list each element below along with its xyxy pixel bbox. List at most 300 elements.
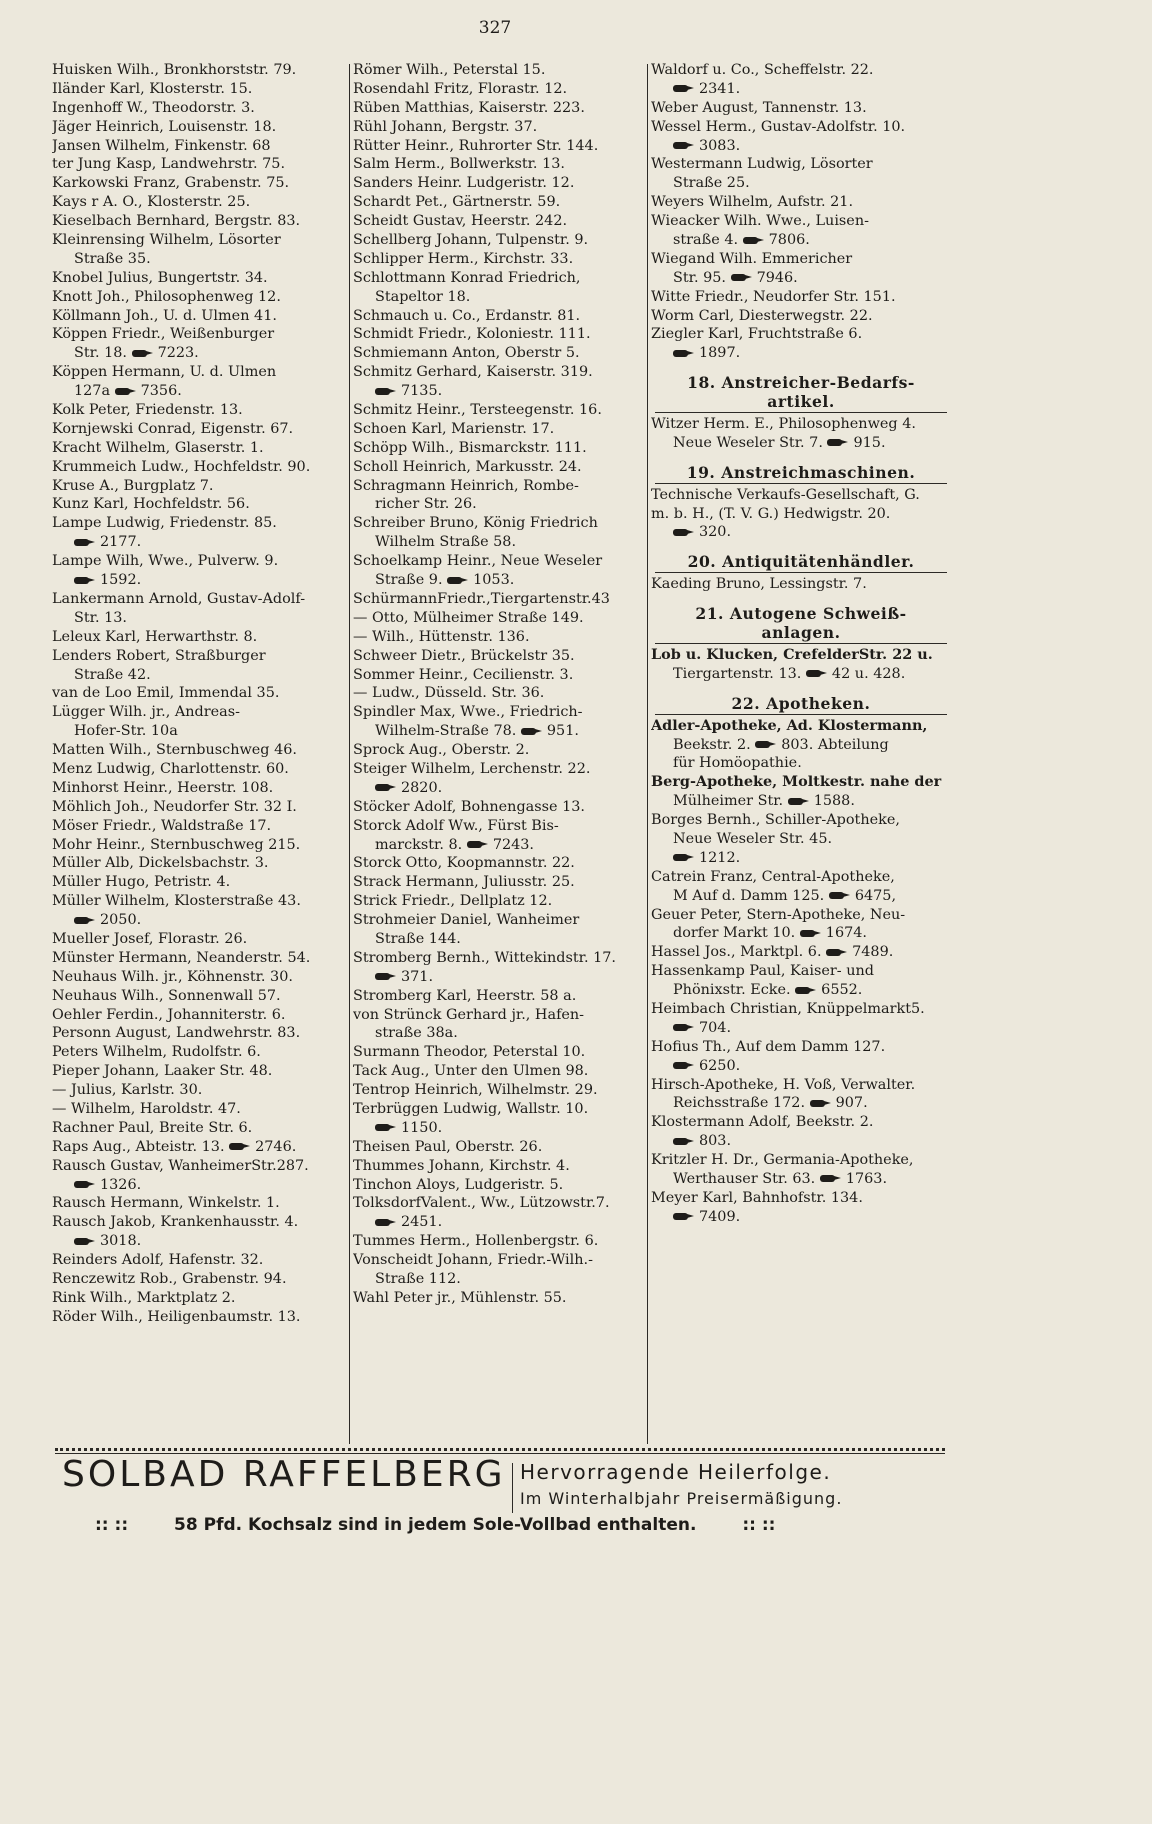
directory-entry bbox=[353, 514, 646, 533]
entry-text: Kieselbach Bernhard, Bergstr. 83. bbox=[52, 213, 301, 230]
entry-text: Stöcker Adolf, Bohnengasse 13. bbox=[353, 798, 585, 815]
directory-entry bbox=[353, 458, 646, 477]
telephone-icon bbox=[375, 783, 397, 792]
directory-entry bbox=[353, 137, 646, 156]
directory-entry bbox=[353, 155, 646, 174]
entry-continuation bbox=[52, 609, 348, 628]
entry-text: Krummeich Ludw., Hochfeldstr. 90. bbox=[52, 458, 311, 475]
directory-entry bbox=[52, 363, 348, 382]
entry-text: Kays r A. O., Klosterstr. 25. bbox=[52, 194, 251, 211]
entry-text: Straße 144. bbox=[375, 930, 461, 947]
spacer bbox=[651, 594, 951, 605]
entry-text: Vonscheidt Johann, Friedr.-Wilh.- bbox=[353, 1252, 593, 1269]
advertisement-slogan: Hervorragende Heilerfolge. bbox=[520, 1460, 832, 1484]
directory-entry bbox=[52, 817, 348, 836]
entry-text: 22. Apotheken. bbox=[731, 694, 871, 713]
entry-text: Schellberg Johann, Tulpenstr. 9. bbox=[353, 232, 589, 249]
entry-text: Lob u. Klucken, CrefelderStr. 22 u. bbox=[651, 645, 933, 663]
entry-text: Klostermann Adolf, Beekstr. 2. bbox=[651, 1114, 874, 1131]
entry-continuation bbox=[651, 269, 951, 288]
directory-entry bbox=[353, 628, 646, 647]
entry-continuation bbox=[353, 1213, 646, 1232]
entry-text: Berg-Apotheke, Moltkestr. nahe der bbox=[651, 773, 942, 791]
entry-continuation bbox=[651, 924, 951, 943]
directory-entry bbox=[52, 836, 348, 855]
directory-entry bbox=[651, 1189, 951, 1208]
section-heading bbox=[651, 374, 951, 393]
entry-text: Müller Wilhelm, Klosterstraße 43. bbox=[52, 893, 301, 910]
directory-entry bbox=[52, 174, 348, 193]
entry-text: Müller Hugo, Petristr. 4. bbox=[52, 874, 231, 891]
entry-text: Möhlich Joh., Neudorfer Str. 32 I. bbox=[52, 798, 297, 815]
directory-entry bbox=[353, 420, 646, 439]
entry-text: Peters Wilhelm, Rudolfstr. 6. bbox=[52, 1044, 261, 1061]
directory-entry bbox=[52, 118, 348, 137]
telephone-icon bbox=[375, 1123, 397, 1132]
directory-entry bbox=[52, 1138, 348, 1157]
directory-entry bbox=[651, 325, 951, 344]
entry-text: Heimbach Christian, Knüppelmarkt5. bbox=[651, 1000, 925, 1017]
entry-text: Str. 18. bbox=[74, 345, 127, 362]
phone-number: 803. Abteilung bbox=[781, 736, 889, 753]
telephone-icon bbox=[795, 986, 817, 995]
entry-text: Tiergartenstr. 13. bbox=[673, 665, 802, 682]
phone-number: 2050. bbox=[100, 912, 142, 929]
phone-number: 1053. bbox=[473, 572, 515, 589]
directory-entry bbox=[651, 193, 951, 212]
directory-entry bbox=[52, 873, 348, 892]
telephone-icon bbox=[74, 576, 96, 585]
entry-text: Meyer Karl, Bahnhofstr. 134. bbox=[651, 1189, 863, 1206]
entry-text: Rüben Matthias, Kaiserstr. 223. bbox=[353, 99, 585, 116]
directory-entry bbox=[651, 250, 951, 269]
spacer bbox=[651, 684, 951, 695]
entry-text: Personn August, Landwehrstr. 83. bbox=[52, 1025, 301, 1042]
telephone-icon bbox=[74, 916, 96, 925]
entry-text: Menz Ludwig, Charlottenstr. 60. bbox=[52, 760, 289, 777]
entry-continuation bbox=[52, 533, 348, 552]
directory-entry bbox=[353, 854, 646, 873]
entry-text: Borges Bernh., Schiller-Apotheke, bbox=[651, 812, 900, 829]
phone-number: 6475, bbox=[854, 887, 897, 904]
entry-text: Leleux Karl, Herwarthstr. 8. bbox=[52, 628, 258, 645]
telephone-icon bbox=[673, 528, 695, 537]
phone-number: 2746. bbox=[255, 1138, 297, 1155]
entry-continuation bbox=[353, 288, 646, 307]
entry-text: Tentrop Heinrich, Wilhelmstr. 29. bbox=[353, 1082, 598, 1099]
directory-entry bbox=[52, 61, 348, 80]
directory-entry bbox=[52, 1289, 348, 1308]
entry-text: — Wilh., Hüttenstr. 136. bbox=[353, 628, 530, 645]
entry-text: Huisken Wilh., Bronkhorststr. 79. bbox=[52, 62, 297, 78]
entry-text: — Otto, Mülheimer Straße 149. bbox=[353, 609, 584, 626]
directory-entry bbox=[651, 61, 951, 80]
directory-entry bbox=[52, 590, 348, 609]
advertisement-footer bbox=[95, 1515, 775, 1535]
entry-continuation bbox=[52, 382, 348, 401]
directory-entry bbox=[353, 590, 646, 609]
directory-entry bbox=[353, 817, 646, 836]
directory-entry bbox=[52, 1213, 348, 1232]
entry-text: Jäger Heinrich, Louisenstr. 18. bbox=[52, 118, 277, 135]
entry-text: Werthauser Str. 63. bbox=[673, 1170, 816, 1187]
entry-text: Mueller Josef, Florastr. 26. bbox=[52, 930, 248, 947]
entry-text: Sprock Aug., Oberstr. 2. bbox=[353, 742, 530, 759]
directory-entry bbox=[353, 363, 646, 382]
entry-text: Rausch Hermann, Winkelstr. 1. bbox=[52, 1195, 280, 1212]
entry-text: — Julius, Karlstr. 30. bbox=[52, 1082, 203, 1099]
entry-text: Strack Hermann, Juliusstr. 25. bbox=[353, 874, 575, 891]
directory-column-1 bbox=[52, 61, 348, 1327]
directory-entry bbox=[52, 401, 348, 420]
telephone-icon bbox=[743, 236, 765, 245]
phone-number: 7806. bbox=[768, 232, 810, 249]
entry-text: Strick Friedr., Dellplatz 12. bbox=[353, 893, 553, 910]
entry-text: Schlipper Herm., Kirchstr. 33. bbox=[353, 250, 574, 267]
entry-text: Sanders Heinr. Ludgeristr. 12. bbox=[353, 175, 575, 192]
directory-entry bbox=[353, 1006, 646, 1025]
telephone-icon bbox=[74, 1180, 96, 1189]
entry-text: Lampe Ludwig, Friedenstr. 85. bbox=[52, 515, 277, 532]
entry-text: Surmann Theodor, Peterstal 10. bbox=[353, 1044, 586, 1061]
directory-entry bbox=[52, 1251, 348, 1270]
advertisement-dots: :: :: bbox=[742, 1515, 776, 1535]
entry-text: — Ludw., Düsseld. Str. 36. bbox=[353, 685, 545, 702]
heading-underline bbox=[655, 714, 947, 715]
entry-text: Straße 112. bbox=[375, 1271, 461, 1287]
entry-text: Witzer Herm. E., Philosophenweg 4. bbox=[651, 416, 916, 433]
directory-entry bbox=[353, 798, 646, 817]
telephone-icon bbox=[229, 1142, 251, 1151]
directory-entry bbox=[353, 1289, 646, 1308]
entry-text: Straße 25. bbox=[673, 175, 750, 192]
entry-text: Schmitz Gerhard, Kaiserstr. 319. bbox=[353, 364, 593, 381]
phone-number: 320. bbox=[699, 524, 732, 541]
directory-entry bbox=[52, 80, 348, 99]
directory-entry bbox=[52, 307, 348, 326]
entry-text: Römer Wilh., Peterstal 15. bbox=[353, 62, 546, 78]
entry-text: Köppen Hermann, U. d. Ulmen bbox=[52, 364, 277, 381]
entry-text: Knott Joh., Philosophenweg 12. bbox=[52, 288, 281, 305]
entry-text: Straße 42. bbox=[74, 666, 151, 683]
directory-entry bbox=[52, 420, 348, 439]
entry-text: Rink Wilh., Marktplatz 2. bbox=[52, 1289, 236, 1306]
telephone-icon bbox=[673, 1137, 695, 1146]
advertisement-footer-text: 58 Pfd. Kochsalz sind in jedem Sole-Vollbad enthalten. bbox=[174, 1515, 697, 1535]
phone-number: 7409. bbox=[699, 1208, 741, 1225]
telephone-icon bbox=[521, 727, 543, 736]
entry-text: dorfer Markt 10. bbox=[673, 925, 796, 942]
entry-text: Matten Wilh., Sternbuschweg 46. bbox=[52, 742, 297, 759]
directory-entry bbox=[52, 930, 348, 949]
section-heading bbox=[651, 695, 951, 714]
entry-continuation bbox=[651, 830, 951, 849]
heading-underline bbox=[655, 643, 947, 644]
directory-entry bbox=[52, 1062, 348, 1081]
directory-entry bbox=[353, 212, 646, 231]
directory-entry bbox=[353, 703, 646, 722]
directory-entry bbox=[353, 1138, 646, 1157]
phone-number: 6250. bbox=[699, 1057, 741, 1074]
entry-text: Ziegler Karl, Fruchtstraße 6. bbox=[651, 326, 863, 343]
entry-text: Spindler Max, Wwe., Friedrich- bbox=[353, 704, 583, 721]
entry-continuation bbox=[651, 80, 951, 99]
entry-continuation bbox=[651, 754, 951, 773]
directory-entry bbox=[52, 628, 348, 647]
directory-entry bbox=[52, 1100, 348, 1119]
telephone-icon bbox=[375, 387, 397, 396]
entry-continuation bbox=[651, 1132, 951, 1151]
entry-text: — Wilhelm, Haroldstr. 47. bbox=[52, 1100, 241, 1117]
entry-continuation bbox=[651, 523, 951, 542]
telephone-icon bbox=[375, 972, 397, 981]
entry-text: Terbrüggen Ludwig, Wallstr. 10. bbox=[353, 1100, 589, 1117]
entry-text: Schmauch u. Co., Erdanstr. 81. bbox=[353, 307, 581, 324]
entry-text: Wilhelm Straße 58. bbox=[375, 534, 517, 551]
phone-number: 7223. bbox=[157, 345, 199, 362]
phone-number: 1897. bbox=[699, 345, 741, 362]
entry-text: Pieper Johann, Laaker Str. 48. bbox=[52, 1063, 273, 1080]
advertisement-border bbox=[55, 1448, 945, 1451]
entry-text: 127a bbox=[74, 383, 111, 400]
directory-entry bbox=[52, 703, 348, 722]
directory-entry bbox=[353, 250, 646, 269]
entry-text: Worm Carl, Diesterwegstr. 22. bbox=[651, 307, 873, 324]
directory-entry bbox=[353, 80, 646, 99]
entry-continuation bbox=[651, 981, 951, 1000]
entry-text: Rühl Johann, Bergstr. 37. bbox=[353, 118, 538, 135]
telephone-icon bbox=[829, 891, 851, 900]
telephone-icon bbox=[673, 84, 695, 93]
entry-text: Neuhaus Wilh. jr., Köhnenstr. 30. bbox=[52, 968, 293, 985]
directory-entry bbox=[651, 943, 951, 962]
entry-continuation bbox=[651, 665, 951, 684]
directory-entry bbox=[52, 741, 348, 760]
directory-entry bbox=[651, 155, 951, 174]
telephone-icon bbox=[673, 1061, 695, 1070]
directory-entry bbox=[353, 439, 646, 458]
directory-entry bbox=[353, 193, 646, 212]
directory-entry bbox=[353, 174, 646, 193]
directory-entry bbox=[651, 1076, 951, 1095]
entry-text: Reichsstraße 172. bbox=[673, 1095, 806, 1112]
directory-entry bbox=[52, 495, 348, 514]
entry-text: Kolk Peter, Friedenstr. 13. bbox=[52, 402, 243, 419]
directory-entry bbox=[651, 505, 951, 524]
directory-entry bbox=[651, 307, 951, 326]
telephone-icon bbox=[132, 349, 154, 358]
directory-entry bbox=[52, 892, 348, 911]
directory-entry bbox=[52, 1157, 348, 1176]
entry-text: Neuhaus Wilh., Sonnenwall 57. bbox=[52, 987, 281, 1004]
phone-number: 7356. bbox=[140, 383, 182, 400]
directory-entry bbox=[52, 155, 348, 174]
directory-entry bbox=[52, 193, 348, 212]
phone-number: 2341. bbox=[699, 80, 741, 97]
entry-text: 19. Anstreichmaschinen. bbox=[686, 463, 916, 482]
entry-text: Kornjewski Conrad, Eigenstr. 67. bbox=[52, 420, 294, 437]
heading-underline bbox=[655, 412, 947, 413]
entry-continuation bbox=[52, 1232, 348, 1251]
directory-entry bbox=[52, 137, 348, 156]
directory-entry bbox=[52, 325, 348, 344]
spacer bbox=[651, 453, 951, 464]
entry-text: Knobel Julius, Bungertstr. 34. bbox=[52, 269, 268, 286]
telephone-icon bbox=[74, 538, 96, 547]
phone-number: 7489. bbox=[852, 944, 894, 961]
entry-text: Köppen Friedr., Weißenburger bbox=[52, 326, 275, 343]
telephone-icon bbox=[788, 797, 810, 806]
directory-entry bbox=[52, 968, 348, 987]
phone-number: 951. bbox=[546, 723, 579, 740]
directory-entry bbox=[651, 1151, 951, 1170]
directory-entry bbox=[52, 1024, 348, 1043]
entry-text: Schmitz Heinr., Tersteegenstr. 16. bbox=[353, 402, 602, 419]
directory-entry bbox=[353, 344, 646, 363]
advertisement-separator bbox=[512, 1463, 514, 1513]
phone-number: 2451. bbox=[401, 1214, 443, 1231]
entry-text: Straße 9. bbox=[375, 572, 443, 589]
telephone-icon bbox=[820, 1174, 842, 1183]
directory-entry bbox=[52, 1270, 348, 1289]
entry-text: Hofius Th., Auf dem Damm 127. bbox=[651, 1038, 886, 1055]
entry-text: Müller Alb, Dickelsbachstr. 3. bbox=[52, 855, 269, 872]
telephone-icon bbox=[810, 1099, 832, 1108]
directory-entry bbox=[52, 987, 348, 1006]
entry-text: straße 38a. bbox=[375, 1025, 458, 1042]
directory-entry bbox=[353, 1100, 646, 1119]
entry-text: Kleinrensing Wilhelm, Lösorter bbox=[52, 232, 281, 249]
directory-entry bbox=[651, 288, 951, 307]
entry-text: Westermann Ludwig, Lösorter bbox=[651, 156, 873, 173]
directory-entry bbox=[651, 811, 951, 830]
telephone-icon bbox=[826, 948, 848, 957]
directory-entry bbox=[651, 962, 951, 981]
directory-entry bbox=[353, 873, 646, 892]
directory-entry bbox=[52, 458, 348, 477]
phone-number: 915. bbox=[853, 434, 886, 451]
entry-text: Stapeltor 18. bbox=[375, 288, 471, 305]
entry-text: Scholl Heinrich, Markusstr. 24. bbox=[353, 458, 582, 475]
entry-text: Rausch Gustav, WanheimerStr.287. bbox=[52, 1157, 309, 1174]
telephone-icon bbox=[827, 438, 849, 447]
telephone-icon bbox=[673, 141, 695, 150]
directory-entry bbox=[353, 1062, 646, 1081]
entry-text: Tummes Herm., Hollenbergstr. 6. bbox=[353, 1233, 599, 1250]
directory-entry bbox=[353, 325, 646, 344]
entry-continuation bbox=[651, 344, 951, 363]
telephone-icon bbox=[806, 669, 828, 678]
directory-entry bbox=[353, 684, 646, 703]
entry-text: Schmidt Friedr., Koloniestr. 111. bbox=[353, 326, 591, 343]
directory-entry bbox=[651, 1038, 951, 1057]
entry-text: Weber August, Tannenstr. 13. bbox=[651, 99, 867, 116]
directory-entry bbox=[651, 212, 951, 231]
entry-text: für Homöopathie. bbox=[673, 755, 802, 772]
directory-entry bbox=[52, 231, 348, 250]
entry-text: 20. Antiquitätenhändler. bbox=[687, 553, 915, 572]
directory-entry bbox=[651, 906, 951, 925]
entry-text: Kunz Karl, Hochfeldstr. 56. bbox=[52, 496, 250, 513]
entry-text: richer Str. 26. bbox=[375, 496, 477, 513]
phone-number: 1592. bbox=[100, 572, 142, 589]
entry-continuation bbox=[52, 666, 348, 685]
directory-entry bbox=[651, 717, 951, 736]
entry-text: Phönixstr. Ecke. bbox=[673, 982, 791, 999]
entry-text: Wiegand Wilh. Emmericher bbox=[651, 250, 853, 267]
directory-entry bbox=[353, 741, 646, 760]
entry-text: Lampe Wilh, Wwe., Pulverw. 9. bbox=[52, 553, 279, 570]
section-heading bbox=[651, 605, 951, 624]
entry-text: Adler-Apotheke, Ad. Klostermann, bbox=[651, 716, 928, 734]
phone-number: 803. bbox=[699, 1133, 732, 1150]
telephone-icon bbox=[673, 349, 695, 358]
entry-text: Reinders Adolf, Hafenstr. 32. bbox=[52, 1252, 264, 1269]
column-divider bbox=[349, 64, 350, 1444]
entry-continuation bbox=[52, 722, 348, 741]
entry-continuation bbox=[353, 930, 646, 949]
phone-number: 7135. bbox=[401, 383, 443, 400]
telephone-icon bbox=[731, 273, 753, 282]
entry-text: Wilhelm-Straße 78. bbox=[375, 723, 517, 740]
directory-entry bbox=[353, 269, 646, 288]
directory-entry bbox=[651, 646, 951, 665]
entry-text: Schöpp Wilh., Bismarckstr. 111. bbox=[353, 439, 587, 456]
directory-entry bbox=[353, 477, 646, 496]
entry-text: Mülheimer Str. bbox=[673, 793, 784, 810]
directory-entry bbox=[52, 99, 348, 118]
phone-number: 1588. bbox=[813, 793, 855, 810]
entry-text: TolksdorfValent., Ww., Lützowstr.7. bbox=[353, 1195, 610, 1212]
entry-continuation bbox=[353, 836, 646, 855]
entry-continuation bbox=[651, 1094, 951, 1113]
entry-continuation bbox=[353, 1119, 646, 1138]
directory-entry bbox=[651, 575, 951, 594]
telephone-icon bbox=[673, 1212, 695, 1221]
entry-continuation bbox=[651, 1057, 951, 1076]
directory-entry bbox=[353, 609, 646, 628]
entry-text: Strohmeier Daniel, Wanheimer bbox=[353, 912, 580, 929]
entry-text: Thummes Johann, Kirchstr. 4. bbox=[353, 1157, 570, 1174]
entry-text: Rosendahl Fritz, Florastr. 12. bbox=[353, 80, 568, 97]
directory-entry bbox=[353, 1176, 646, 1195]
entry-text: Möser Friedr., Waldstraße 17. bbox=[52, 817, 272, 834]
directory-entry bbox=[353, 401, 646, 420]
entry-continuation bbox=[353, 495, 646, 514]
phone-number: 1763. bbox=[845, 1170, 888, 1187]
entry-text: Witte Friedr., Neudorfer Str. 151. bbox=[651, 288, 896, 305]
telephone-icon bbox=[375, 1218, 397, 1227]
directory-entry bbox=[353, 552, 646, 571]
directory-entry bbox=[353, 892, 646, 911]
entry-text: Str. 95. bbox=[673, 269, 726, 286]
entry-text: Lügger Wilh. jr., Andreas- bbox=[52, 704, 240, 721]
directory-entry bbox=[353, 647, 646, 666]
section-heading bbox=[651, 393, 951, 412]
entry-text: von Strünck Gerhard jr., Hafen- bbox=[353, 1006, 585, 1023]
phone-number: 7243. bbox=[492, 836, 535, 853]
directory-entry bbox=[353, 231, 646, 250]
entry-text: Stromberg Karl, Heerstr. 58 a. bbox=[353, 987, 577, 1004]
entry-continuation bbox=[353, 382, 646, 401]
directory-entry bbox=[651, 773, 951, 792]
telephone-icon bbox=[800, 929, 822, 938]
directory-entry bbox=[52, 854, 348, 873]
entry-continuation bbox=[651, 434, 951, 453]
telephone-icon bbox=[467, 840, 489, 849]
entry-continuation bbox=[52, 571, 348, 590]
telephone-icon bbox=[673, 853, 695, 862]
